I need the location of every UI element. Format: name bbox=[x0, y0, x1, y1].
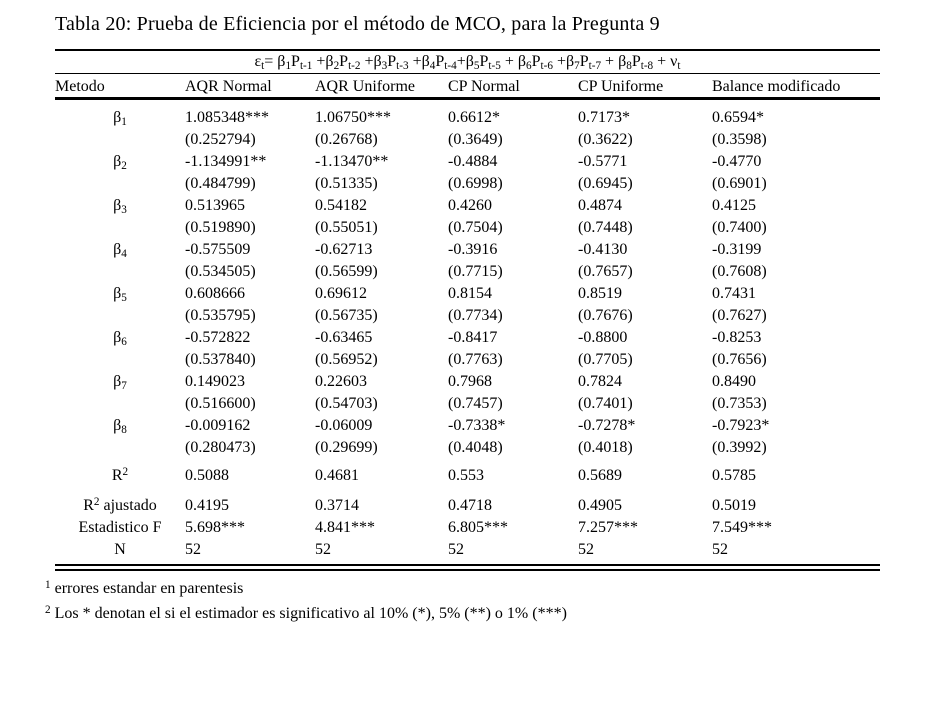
coefficient-cell: -0.8253 bbox=[712, 329, 762, 346]
table-row bbox=[55, 415, 880, 437]
table-row bbox=[55, 195, 880, 217]
coefficient-cell: -0.8800 bbox=[578, 329, 628, 346]
std-error-cell: (0.252794) bbox=[185, 131, 256, 148]
row-label bbox=[55, 129, 185, 151]
footnote-marker: 2 bbox=[45, 603, 51, 616]
statistic-cell: 6.805*** bbox=[448, 519, 508, 536]
table-row bbox=[55, 371, 880, 393]
coefficient-cell: 0.149023 bbox=[185, 373, 245, 390]
coefficient-cell: -0.7923* bbox=[712, 417, 770, 434]
statistic-cell: 0.4195 bbox=[185, 497, 229, 514]
row-label bbox=[55, 261, 185, 283]
statistic-cell: 0.4905 bbox=[578, 497, 622, 514]
coefficient-cell: -0.5771 bbox=[578, 153, 628, 170]
std-error-cell: (0.3649) bbox=[448, 131, 503, 148]
coefficient-cell: 0.4874 bbox=[578, 197, 622, 214]
std-error-cell: (0.7705) bbox=[578, 351, 633, 368]
statistic-cell: 52 bbox=[712, 541, 728, 558]
std-error-cell: (0.4018) bbox=[578, 439, 633, 456]
column-header-aqr-uniforme: AQR Uniforme bbox=[315, 78, 415, 95]
std-error-cell: (0.7656) bbox=[712, 351, 767, 368]
table-row bbox=[55, 305, 880, 327]
std-error-cell: (0.56735) bbox=[315, 307, 378, 324]
std-error-cell: (0.280473) bbox=[185, 439, 256, 456]
row-label: $\beta_7$ bbox=[113, 373, 127, 392]
std-error-cell: (0.7448) bbox=[578, 219, 633, 236]
std-error-cell: (0.7400) bbox=[712, 219, 767, 236]
coefficient-cell: 0.8490 bbox=[712, 373, 756, 390]
bottom-rule bbox=[55, 564, 880, 571]
std-error-cell: (0.6901) bbox=[712, 175, 767, 192]
table-body bbox=[55, 100, 880, 561]
std-error-cell: (0.535795) bbox=[185, 307, 256, 324]
footnote-2 bbox=[45, 601, 567, 626]
statistic-cell: 52 bbox=[185, 541, 201, 558]
row-label bbox=[55, 305, 185, 327]
std-error-cell: (0.7608) bbox=[712, 263, 767, 280]
row-spacer bbox=[55, 487, 880, 495]
std-error-cell: (0.3622) bbox=[578, 131, 633, 148]
coefficient-cell: -0.62713 bbox=[315, 241, 373, 258]
std-error-cell: (0.6998) bbox=[448, 175, 503, 192]
statistic-cell: 0.5019 bbox=[712, 497, 756, 514]
statistic-cell: 52 bbox=[578, 541, 594, 558]
table-header-row bbox=[55, 74, 880, 97]
coefficient-cell: -0.3199 bbox=[712, 241, 762, 258]
statistic-cell: 7.257*** bbox=[578, 519, 638, 536]
coefficient-cell: 0.8154 bbox=[448, 285, 492, 302]
std-error-cell: (0.7353) bbox=[712, 395, 767, 412]
row-label bbox=[55, 217, 185, 239]
row-label: $R^2$ bbox=[111, 465, 129, 484]
coefficient-cell: -0.4770 bbox=[712, 153, 762, 170]
statistic-cell: 7.549*** bbox=[712, 519, 772, 536]
table-row bbox=[55, 107, 880, 129]
row-label bbox=[55, 349, 185, 371]
coefficient-cell: 0.54182 bbox=[315, 197, 367, 214]
statistic-cell: 0.5689 bbox=[578, 467, 622, 484]
table-row bbox=[55, 327, 880, 349]
std-error-cell: (0.7627) bbox=[712, 307, 767, 324]
std-error-cell: (0.7657) bbox=[578, 263, 633, 280]
std-error-cell: (0.7715) bbox=[448, 263, 503, 280]
row-label: $\beta_5$ bbox=[113, 285, 127, 304]
row-label: $\beta_2$ bbox=[113, 153, 127, 172]
column-header-cp-normal: CP Normal bbox=[448, 78, 520, 95]
coefficient-cell: -0.7278* bbox=[578, 417, 636, 434]
coefficient-cell: 0.608666 bbox=[185, 285, 245, 302]
std-error-cell: (0.7401) bbox=[578, 395, 633, 412]
coefficient-cell: 0.8519 bbox=[578, 285, 622, 302]
statistic-cell: 0.553 bbox=[448, 467, 484, 484]
row-label bbox=[55, 173, 185, 195]
std-error-cell: (0.7734) bbox=[448, 307, 503, 324]
std-error-cell: (0.4048) bbox=[448, 439, 503, 456]
coefficient-cell: -0.63465 bbox=[315, 329, 373, 346]
std-error-cell: (0.3992) bbox=[712, 439, 767, 456]
table-row bbox=[55, 465, 880, 487]
coefficient-cell: -0.3916 bbox=[448, 241, 498, 258]
std-error-cell: (0.55051) bbox=[315, 219, 378, 236]
coefficient-cell: -0.06009 bbox=[315, 417, 373, 434]
std-error-cell: (0.56599) bbox=[315, 263, 378, 280]
row-label: $\beta_4$ bbox=[113, 241, 127, 260]
std-error-cell: (0.7457) bbox=[448, 395, 503, 412]
std-error-cell: (0.519890) bbox=[185, 219, 256, 236]
coefficient-cell: 0.7173* bbox=[578, 109, 630, 126]
std-error-cell: (0.6945) bbox=[578, 175, 633, 192]
column-header-cp-uniforme: CP Uniforme bbox=[578, 78, 664, 95]
table-row bbox=[55, 217, 880, 239]
coefficient-cell: 0.513965 bbox=[185, 197, 245, 214]
table-row bbox=[55, 495, 880, 517]
std-error-cell: (0.26768) bbox=[315, 131, 378, 148]
std-error-cell: (0.7504) bbox=[448, 219, 503, 236]
statistic-cell: 52 bbox=[448, 541, 464, 558]
column-header-balance-modificado: Balance modificado bbox=[712, 78, 841, 95]
table-row bbox=[55, 239, 880, 261]
statistic-cell: 4.841*** bbox=[315, 519, 375, 536]
std-error-cell: (0.51335) bbox=[315, 175, 378, 192]
column-header-aqr-normal: AQR Normal bbox=[185, 78, 272, 95]
coefficient-cell: 0.7431 bbox=[712, 285, 756, 302]
row-label bbox=[55, 437, 185, 459]
footnote-marker: 1 bbox=[45, 578, 51, 591]
regression-table bbox=[55, 49, 880, 571]
std-error-cell: (0.7763) bbox=[448, 351, 503, 368]
std-error-cell: (0.537840) bbox=[185, 351, 256, 368]
statistic-cell: 0.4718 bbox=[448, 497, 492, 514]
coefficient-cell: -0.4884 bbox=[448, 153, 498, 170]
coefficient-cell: 0.6594* bbox=[712, 109, 764, 126]
coefficient-cell: 1.085348*** bbox=[185, 109, 269, 126]
table-row bbox=[55, 129, 880, 151]
coefficient-cell: -0.4130 bbox=[578, 241, 628, 258]
coefficient-cell: 0.7968 bbox=[448, 373, 492, 390]
statistic-cell: 5.698*** bbox=[185, 519, 245, 536]
row-label bbox=[55, 393, 185, 415]
std-error-cell: (0.7676) bbox=[578, 307, 633, 324]
coefficient-cell: 0.22603 bbox=[315, 373, 367, 390]
row-label: $\beta_6$ bbox=[113, 329, 127, 348]
std-error-cell: (0.3598) bbox=[712, 131, 767, 148]
table-row bbox=[55, 283, 880, 305]
row-label: Estadistico F bbox=[78, 519, 162, 536]
std-error-cell: (0.56952) bbox=[315, 351, 378, 368]
table-row bbox=[55, 261, 880, 283]
table-row bbox=[55, 393, 880, 415]
std-error-cell: (0.29699) bbox=[315, 439, 378, 456]
table-row bbox=[55, 539, 880, 561]
table-row bbox=[55, 173, 880, 195]
coefficient-cell: -1.134991** bbox=[185, 153, 267, 170]
statistic-cell: 0.3714 bbox=[315, 497, 359, 514]
std-error-cell: (0.54703) bbox=[315, 395, 378, 412]
coefficient-cell: 0.4125 bbox=[712, 197, 756, 214]
table-row bbox=[55, 151, 880, 173]
coefficient-cell: 0.69612 bbox=[315, 285, 367, 302]
coefficient-cell: -0.572822 bbox=[185, 329, 251, 346]
row-label: $\beta_3$ bbox=[113, 197, 127, 216]
row-label: $\beta_1$ bbox=[113, 109, 127, 128]
coefficient-cell: -0.7338* bbox=[448, 417, 506, 434]
coefficient-cell: -0.009162 bbox=[185, 417, 251, 434]
std-error-cell: (0.516600) bbox=[185, 395, 256, 412]
table-title: Tabla 20: Prueba de Eficiencia por el método de MCO, para la Pregunta 9 bbox=[55, 13, 660, 35]
footnote-1 bbox=[45, 576, 567, 601]
coefficient-cell: 0.7824 bbox=[578, 373, 622, 390]
footnote-text: errores estandar en parentesis bbox=[54, 580, 244, 597]
coefficient-cell: 1.06750*** bbox=[315, 109, 391, 126]
row-label: N bbox=[114, 541, 126, 558]
table-row bbox=[55, 349, 880, 371]
row-label: $\beta_8$ bbox=[113, 417, 127, 436]
coefficient-cell: -1.13470** bbox=[315, 153, 389, 170]
coefficient-cell: 0.4260 bbox=[448, 197, 492, 214]
footnotes bbox=[45, 576, 567, 626]
column-header-metodo: Metodo bbox=[55, 78, 105, 95]
table-row bbox=[55, 517, 880, 539]
model-equation: $\varepsilon_t= \beta_1P_{t-1} +\beta_2P_{t-2} +\beta_3P_{t-3} +\beta_4P_{t-4}+\beta_5P_{t-5} + \beta_6P_{t-6} +\beta_7P_{t-7} + \beta_8P_{t-8} + \nu_t$ bbox=[254, 53, 681, 72]
std-error-cell: (0.484799) bbox=[185, 175, 256, 192]
coefficient-cell: 0.6612* bbox=[448, 109, 500, 126]
table-row bbox=[55, 437, 880, 459]
std-error-cell: (0.534505) bbox=[185, 263, 256, 280]
statistic-cell: 0.4681 bbox=[315, 467, 359, 484]
coefficient-cell: -0.575509 bbox=[185, 241, 251, 258]
row-label: $R^2$ ajustado bbox=[83, 495, 157, 514]
statistic-cell: 0.5088 bbox=[185, 467, 229, 484]
coefficient-cell: -0.8417 bbox=[448, 329, 498, 346]
footnote-text: Los * denotan el si el estimador es significativo al 10% (*), 5% (**) o 1% (***) bbox=[54, 605, 567, 622]
statistic-cell: 0.5785 bbox=[712, 467, 756, 484]
statistic-cell: 52 bbox=[315, 541, 331, 558]
